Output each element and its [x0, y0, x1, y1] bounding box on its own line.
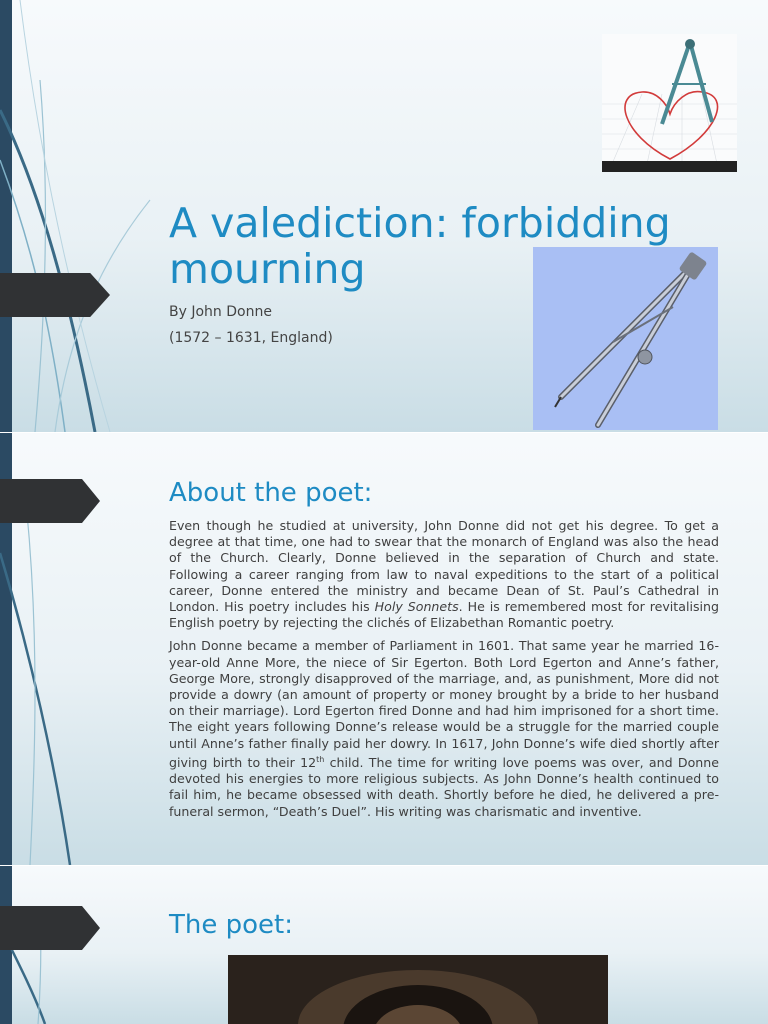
- author-dates: (1572 – 1631, England): [169, 330, 333, 346]
- section-arrow-marker: [0, 906, 100, 950]
- poet-heading: The poet:: [169, 910, 293, 940]
- section-arrow-marker: [0, 479, 100, 523]
- holy-sonnets-title: Holy Sonnets: [374, 599, 459, 615]
- about-heading: About the poet:: [169, 478, 373, 508]
- author-byline: By John Donne: [169, 304, 272, 320]
- compass-heart-image: [602, 34, 737, 172]
- title-slide: [0, 0, 768, 432]
- section-arrow-marker: [0, 273, 110, 317]
- poet-portrait-image: [228, 955, 608, 1024]
- presentation-title: A valediction: forbidding mourning: [169, 199, 671, 293]
- biography-paragraph: Even though he studied at university, John Donne did not get his degree. To get a degree at that time, one had to swear that the monarch of England was also the head of the Church. Clearly, Donne believed in the separation of Church and state. Following a career ranging from law to naval expeditions to the start of a political career, Donne entered the ministry and became Dean of St. Paul’s Cathedral in London. His poetry includes his Holy Sonnets. He is remembered most for revitalising English poetry by rejecting the clichés of Elizabethan Romantic poetry.: [169, 518, 719, 631]
- biography-paragraph: John Donne became a member of Parliament in 1601. That same year he married 16-year-old Anne More, the niece of Sir Egerton. Both Lord Egerton and Anne’s father, George More, strongly disapproved of the marriage, and, as punishment, More did not provide a dowry (an amount of property or money brought by a bride to her husband on their marriage). Lord Egerton fired Donne and had him imprisoned for a short time. The eight years following Donne’s release would be a struggle for the married couple until Anne’s father finally paid her dowry. In 1617, John Donne’s wife died shortly after giving birth to their 12th child. The time for writing love poems was over, and Donne devoted his energies to more religious subjects. As John Donne’s health continued to fail him, he became obsessed with death. Shortly before he died, he delivered a pre-funeral sermon, “Death’s Duel”. His writing was charismatic and inventive.: [169, 638, 719, 819]
- drawing-compass-image: [533, 247, 718, 430]
- biography-text: [169, 518, 719, 827]
